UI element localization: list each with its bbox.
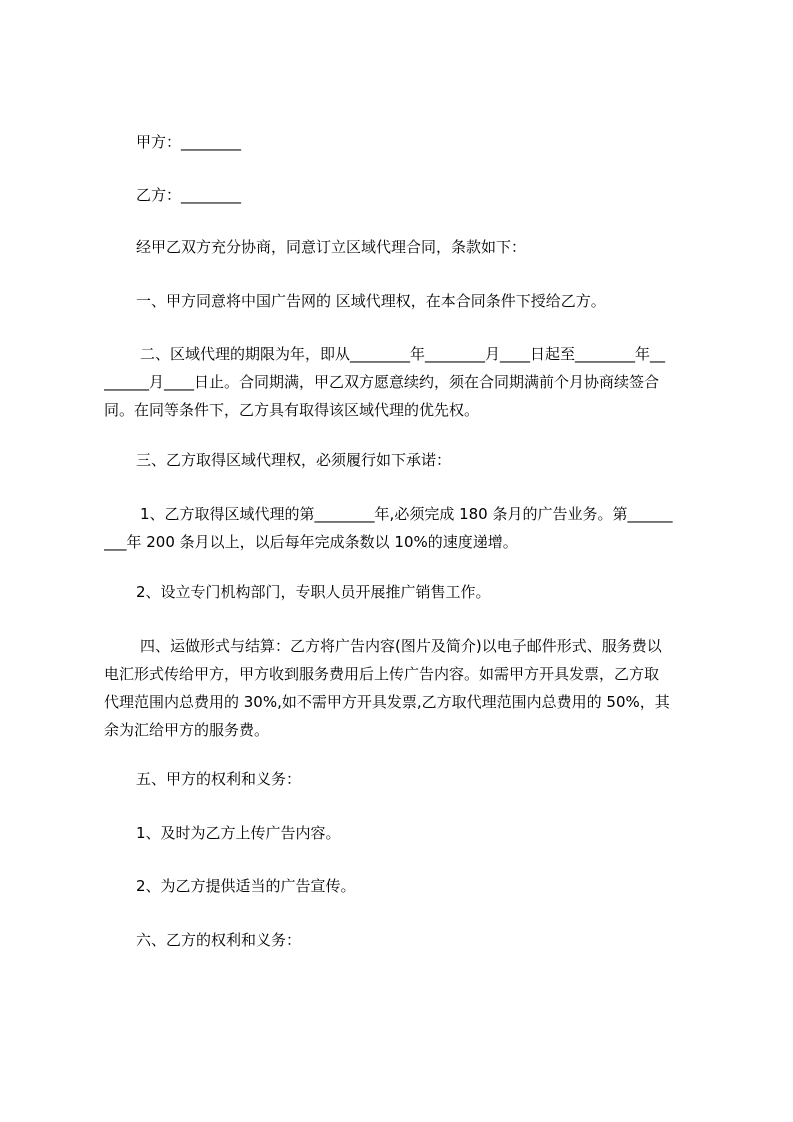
clause-3: 三、乙方取得区域代理权，必须履行如下承诺： xyxy=(136,451,452,469)
clause-6: 六、乙方的权利和义务： xyxy=(136,931,302,949)
clause-3-item-1 xyxy=(104,500,700,556)
clause-5-item-1: 1、及时为乙方上传广告内容。 xyxy=(136,824,341,842)
clause-2-line-1: 二、区域代理的期限为年，即从________年________月____日起至________年__ xyxy=(140,345,666,363)
clause-2 xyxy=(104,340,700,424)
clause-1: 一、甲方同意将中国广告网的 区域代理权，在本合同条件下授给乙方。 xyxy=(136,292,606,310)
clause-2-line-2: ______月____日止。合同期满，甲乙双方愿意续约，须在合同期满前个月协商续签合 xyxy=(104,373,660,391)
clause-4-line-4: 余为汇给甲方的服务费。 xyxy=(104,721,270,739)
clause-3-item-1-line-1: 1、乙方取得区域代理的第________年,必须完成 180 条月的广告业务。第______ xyxy=(140,505,673,523)
clause-3-item-1-line-2: ___年 200 条月以上，以后每年完成条数以 10%的速度递增。 xyxy=(104,533,518,551)
party-a-line: 甲方：________ xyxy=(136,133,242,151)
intro-paragraph: 经甲乙双方充分协商，同意订立区域代理合同，条款如下： xyxy=(136,238,527,256)
clause-4-line-2: 电汇形式传给甲方，甲方收到服务费用后上传广告内容。如需甲方开具发票，乙方取 xyxy=(104,665,660,683)
clause-2-line-3: 同。在同等条件下，乙方具有取得该区域代理的优先权。 xyxy=(104,401,480,419)
clause-3-item-2: 2、设立专门机构部门，专职人员开展推广销售工作。 xyxy=(136,583,491,601)
clause-4-line-1: 四、运做形式与结算：乙方将广告内容(图片及简介)以电子邮件形式、服务费以 xyxy=(140,637,662,655)
clause-5: 五、甲方的权利和义务： xyxy=(136,770,302,788)
clause-4-line-3: 代理范围内总费用的 30%,如不需甲方开具发票,乙方取代理范围内总费用的 50%，其 xyxy=(104,693,670,711)
clause-5-item-2: 2、为乙方提供适当的广告宣传。 xyxy=(136,877,356,895)
clause-4 xyxy=(104,632,700,744)
party-b-line: 乙方：________ xyxy=(136,186,242,204)
